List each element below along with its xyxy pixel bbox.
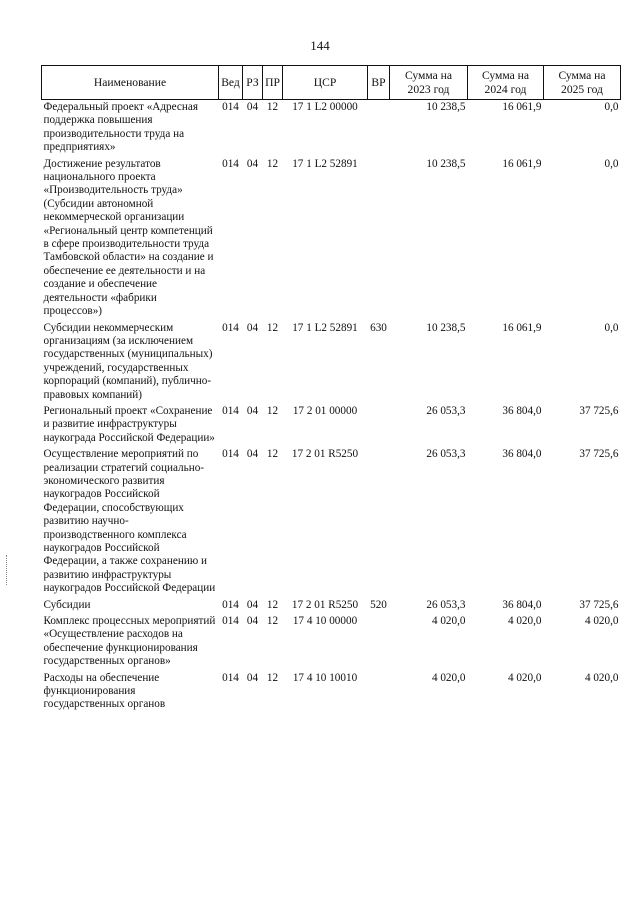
row-sum2023: 4 020,0: [431, 671, 466, 684]
col-header-csr: ЦСР: [283, 66, 368, 100]
row-name: Достижение результатов национального проекта «Производительность труда» (Субсидии автономной некоммерческой организации «Региональный центр компетенций в сфере производительности труда Тамбовской области» на создание и обеспечение ее деятельности и на создание и обеспечение деятельности «фабрики процессов»): [43, 157, 214, 318]
row-vr: [368, 448, 390, 598]
col-header-name: Наименование: [42, 66, 219, 100]
row-sum2023: 26 053,3: [426, 598, 466, 611]
page-number: 144: [310, 38, 330, 53]
row-name: Субсидии некоммерческим организациям (за исключением государственных (муниципальных) учреждений, государственных корпораций (компаний), публично-правовых компаний): [43, 321, 213, 401]
row-pr: 12: [266, 404, 279, 417]
row-sum2023: 4 020,0: [431, 615, 466, 628]
row-csr: 17 4 10 10010: [292, 671, 358, 684]
row-rz: 04: [246, 321, 259, 334]
table-row: [42, 448, 621, 598]
row-sum2025: 37 725,6: [579, 448, 619, 461]
row-sum2024: 16 061,9: [502, 321, 542, 334]
row-sum2024: 36 804,0: [502, 598, 542, 611]
row-name: Осуществление мероприятий по реализации стратегий социально-экономического развития наукоградов Российской Федерации, способствующих развитию научно-производственного комплекса наукоградов Российской Федерации, а также сохранению и развитию инфраструктуры наукоградов Российской Федерации: [43, 448, 216, 595]
row-name: Комплекс процессных мероприятий «Осуществление расходов на обеспечение функционирования государственных органов»: [43, 615, 216, 668]
col-header-pr: ПР: [263, 66, 283, 100]
row-ved: 014: [222, 598, 239, 611]
row-name: Субсидии: [43, 598, 91, 611]
row-sum2023: 10 238,5: [426, 321, 466, 334]
row-rz: 04: [246, 615, 259, 628]
row-vr: [368, 672, 390, 715]
row-vr: [368, 615, 390, 672]
row-csr: 17 4 10 00000: [292, 615, 358, 628]
table-row: [42, 322, 621, 405]
row-sum2024: 36 804,0: [502, 448, 542, 461]
col-header-sum2025: Сумма на 2025 год: [544, 66, 621, 100]
row-sum2025: 0,0: [604, 101, 619, 113]
row-sum2025: 0,0: [604, 321, 619, 334]
row-csr: 17 2 01 00000: [292, 404, 358, 417]
row-csr: 17 1 L2 52891: [292, 321, 358, 334]
row-csr: 17 1 L2 52891: [292, 157, 358, 170]
row-vr: 630: [370, 321, 387, 334]
row-pr: 12: [266, 321, 279, 334]
row-pr: 12: [266, 448, 279, 461]
row-sum2024: 16 061,9: [502, 157, 542, 170]
row-vr: 520: [370, 598, 387, 611]
row-pr: 12: [266, 598, 279, 611]
row-rz: 04: [246, 101, 259, 113]
col-header-vr: ВР: [368, 66, 390, 100]
row-csr: 17 1 L2 00000: [292, 101, 358, 113]
table-row: [42, 599, 621, 615]
row-rz: 04: [246, 671, 259, 684]
row-vr: [368, 405, 390, 448]
row-ved: 014: [222, 671, 239, 684]
row-rz: 04: [246, 598, 259, 611]
row-rz: 04: [246, 404, 259, 417]
row-name: Федеральный проект «Адресная поддержка повышения производительности труда на предприятиях»: [43, 101, 198, 154]
budget-table: [41, 65, 621, 715]
table-row: [42, 405, 621, 448]
row-rz: 04: [246, 448, 259, 461]
row-sum2025: 37 725,6: [579, 598, 619, 611]
row-name: Расходы на обеспечение функционирования государственных органов: [43, 671, 166, 711]
margin-mark: [6, 555, 8, 585]
row-pr: 12: [266, 671, 279, 684]
row-ved: 014: [222, 448, 239, 461]
row-ved: 014: [222, 321, 239, 334]
table-row: [42, 615, 621, 672]
row-sum2024: 36 804,0: [502, 404, 542, 417]
row-sum2025: 0,0: [604, 157, 619, 170]
row-vr: [368, 158, 390, 322]
row-pr: 12: [266, 101, 279, 113]
col-header-rz: РЗ: [243, 66, 263, 100]
row-pr: 12: [266, 157, 279, 170]
table-row: [42, 672, 621, 715]
col-header-sum2023: Сумма на 2023 год: [390, 66, 468, 100]
row-name: Региональный проект «Сохранение и развитие инфраструктуры наукограда Российской Федерации»: [43, 404, 215, 444]
row-sum2025: 4 020,0: [584, 615, 619, 628]
row-csr: 17 2 01 R5250: [291, 448, 359, 461]
row-sum2025: 37 725,6: [579, 404, 619, 417]
row-sum2023: 10 238,5: [426, 157, 466, 170]
row-sum2023: 26 053,3: [426, 404, 466, 417]
row-sum2023: 10 238,5: [426, 101, 466, 113]
row-ved: 014: [222, 404, 239, 417]
row-rz: 04: [246, 157, 259, 170]
row-pr: 12: [266, 615, 279, 628]
row-sum2024: 4 020,0: [507, 615, 542, 628]
row-sum2024: 4 020,0: [507, 671, 542, 684]
row-ved: 014: [222, 157, 239, 170]
row-ved: 014: [222, 615, 239, 628]
row-sum2023: 26 053,3: [426, 448, 466, 461]
table-row: [42, 158, 621, 322]
table-row: [42, 100, 621, 158]
row-sum2024: 16 061,9: [502, 101, 542, 113]
table-header: [42, 66, 621, 100]
row-ved: 014: [222, 101, 239, 113]
col-header-ved: Вед: [219, 66, 243, 100]
row-sum2025: 4 020,0: [584, 671, 619, 684]
row-vr: [368, 100, 390, 158]
col-header-sum2024: Сумма на 2024 год: [468, 66, 544, 100]
row-csr: 17 2 01 R5250: [291, 598, 359, 611]
